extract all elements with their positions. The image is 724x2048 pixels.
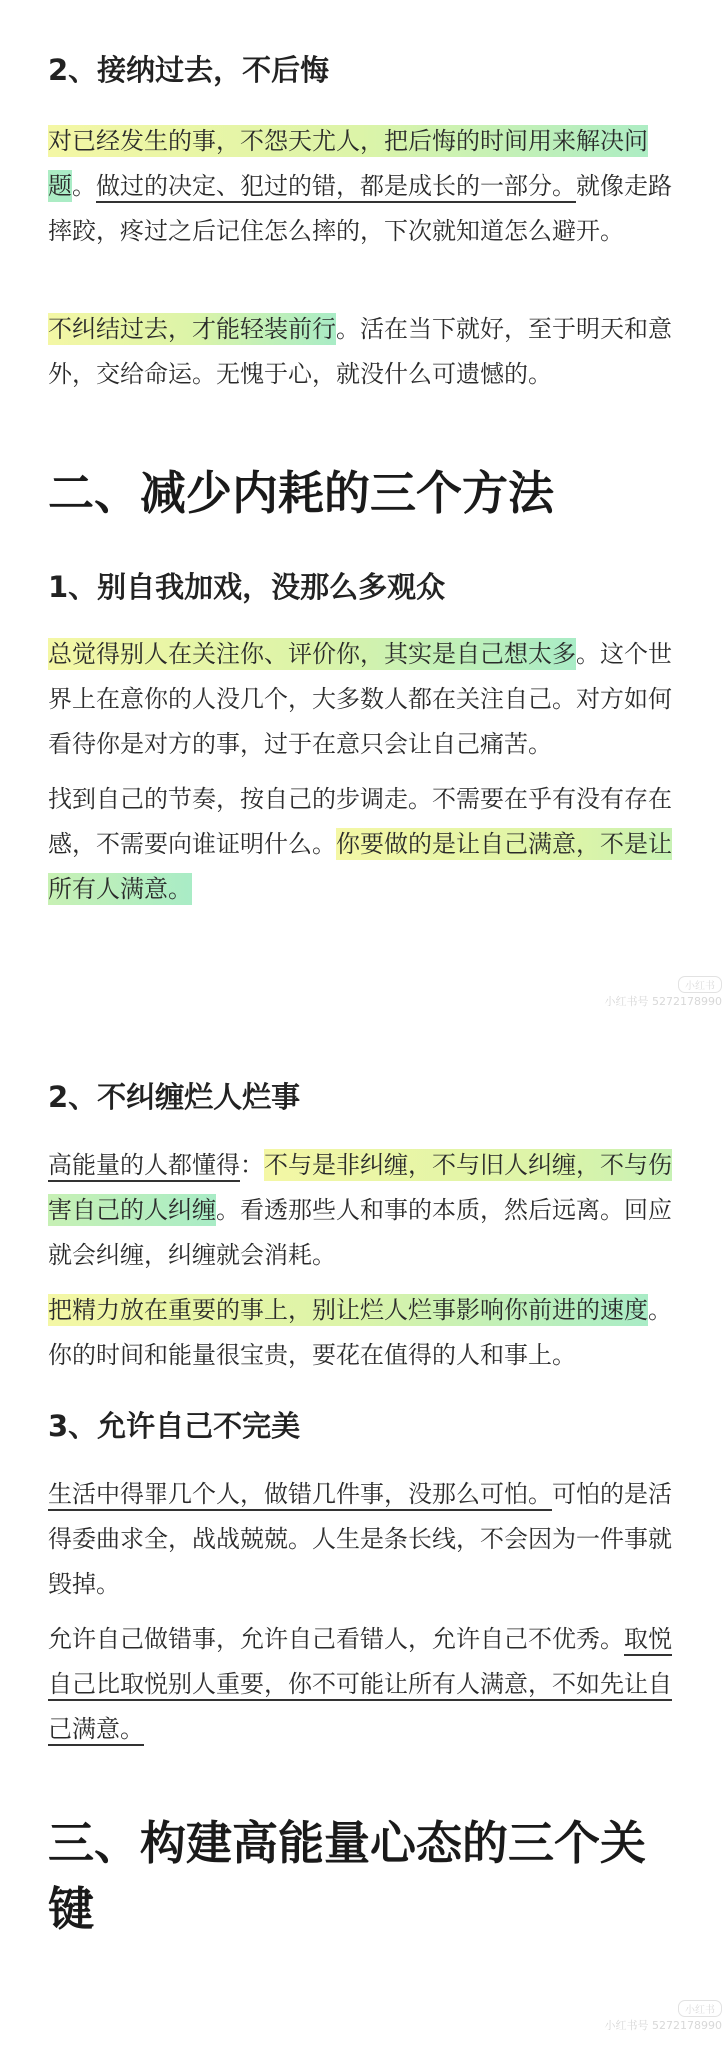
watermark-logo: 小红书 <box>678 2000 722 2017</box>
paragraph-method-2-a <box>48 1143 684 1278</box>
watermark-text: 小红书号 5272178990 <box>604 995 722 1008</box>
body-text: 允许自己做错事，允许自己看错人，允许自己不优秀。 <box>48 1625 624 1653</box>
watermark-logo: 小红书 <box>678 976 722 993</box>
body-text: 。看透那些人和事的本质，然后远离。回应就会纠缠，纠缠就会消耗。 <box>48 1196 672 1269</box>
paragraph-method-1-b <box>48 777 684 912</box>
paragraph-accept-past-1 <box>48 119 684 254</box>
body-text: 。你的时间和能量很宝贵，要花在值得的人和事上。 <box>48 1296 672 1369</box>
subheading-method-2: 2、不纠缠烂人烂事 <box>48 1080 301 1114</box>
paragraph-method-3-b <box>48 1617 684 1752</box>
highlight-text: 不纠结过去，才能轻装前行 <box>48 315 336 343</box>
body-text: 可怕的是活得委曲求全，战战兢兢。人生是条长线，不会因为一件事就毁掉。 <box>48 1480 672 1598</box>
paragraph-method-1-a <box>48 632 684 767</box>
highlight-text: 把精力放在重要的事上，别让烂人烂事影响你前进的速度 <box>48 1296 648 1324</box>
highlight-text: 对已经发生的事，不怨天尤人，把后悔的时间用来解决问题 <box>48 127 648 200</box>
paragraph-accept-past-2 <box>48 307 684 397</box>
body-text: 。 <box>72 172 96 200</box>
highlight-text: 总觉得别人在关注你、评价你，其实是自己想太多 <box>48 640 576 668</box>
underlined-text: 生活中得罪几个人，做错几件事，没那么可怕。 <box>48 1480 552 1508</box>
section-title-reduce-friction: 二、减少内耗的三个方法 <box>48 466 554 520</box>
paragraph-method-3-a <box>48 1472 684 1607</box>
body-text: 找到自己的节奏，按自己的步调走。不需要在乎有没有存在感，不需要向谁证明什么。 <box>48 785 672 858</box>
body-text: 就像走路摔跤，疼过之后记住怎么摔的，下次就知道怎么避开。 <box>48 172 672 245</box>
highlight-text: 你要做的是让自己满意，不是让所有人满意。 <box>48 830 672 903</box>
watermark <box>605 976 722 1009</box>
subheading-method-3: 3、允许自己不完美 <box>48 1409 301 1443</box>
body-text: ： <box>240 1151 264 1179</box>
highlight-text: 不与是非纠缠，不与旧人纠缠，不与伤害自己的人纠缠 <box>48 1151 672 1224</box>
underlined-text: 做过的决定、犯过的错，都是成长的一部分。 <box>96 172 576 200</box>
section-title-high-energy: 三、构建高能量心态的三个关键 <box>48 1816 646 1936</box>
paragraph-method-2-b <box>48 1288 684 1378</box>
underlined-text: 取悦自己比取悦别人重要，你不可能让所有人满意，不如先让自己满意。 <box>48 1625 672 1743</box>
subheading-accept-past: 2、接纳过去，不后悔 <box>48 53 330 87</box>
body-text: 。这个世界上在意你的人没几个，大多数人都在关注自己。对方如何看待你是对方的事，过于在意只会让自己痛苦。 <box>48 640 672 758</box>
watermark-text: 小红书号 5272178990 <box>604 2019 722 2032</box>
subheading-method-1: 1、别自我加戏，没那么多观众 <box>48 570 446 604</box>
body-text: 。活在当下就好，至于明天和意外，交给命运。无愧于心，就没什么可遗憾的。 <box>48 315 672 388</box>
watermark <box>605 2000 722 2033</box>
underlined-text: 高能量的人都懂得 <box>48 1151 240 1179</box>
